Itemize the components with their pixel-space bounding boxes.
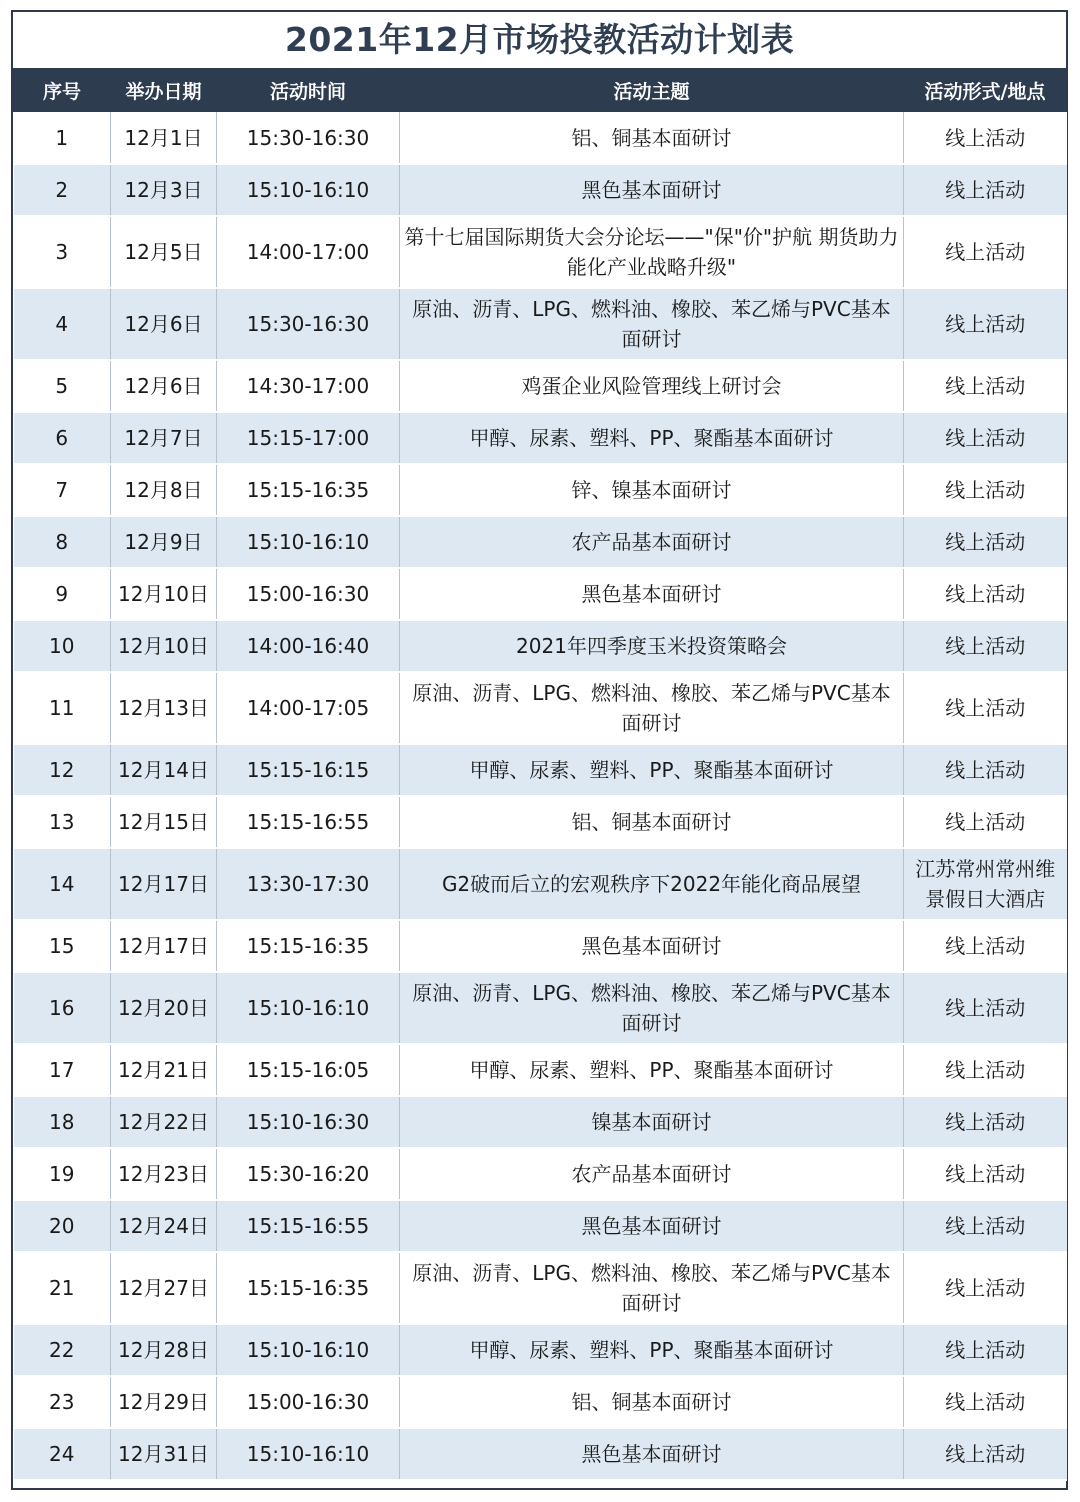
cell-time: 13:30-17:30: [217, 848, 400, 920]
cell-place: 线上活动: [904, 1324, 1067, 1376]
cell-time: 15:00-16:30: [217, 1376, 400, 1428]
header-no: 序号: [14, 68, 111, 112]
cell-no: 7: [14, 464, 111, 516]
table-row: [14, 412, 1067, 464]
cell-topic: 铝、铜基本面研讨: [400, 796, 904, 848]
cell-no: 11: [14, 672, 111, 744]
cell-date: 12月29日: [111, 1376, 217, 1428]
cell-no: 3: [14, 216, 111, 288]
table-row: [14, 672, 1067, 744]
cell-place: 线上活动: [904, 1252, 1067, 1324]
cell-no: 16: [14, 972, 111, 1044]
cell-place: 线上活动: [904, 360, 1067, 412]
cell-date: 12月22日: [111, 1096, 217, 1148]
cell-topic: 黑色基本面研讨: [400, 164, 904, 216]
header-place: 活动形式/地点: [904, 68, 1067, 112]
cell-place: 线上活动: [904, 112, 1067, 164]
table-row: [14, 464, 1067, 516]
cell-no: 19: [14, 1148, 111, 1200]
cell-date: 12月7日: [111, 412, 217, 464]
cell-time: 15:10-16:10: [217, 164, 400, 216]
cell-topic: 原油、沥青、LPG、燃料油、橡胶、苯乙烯与PVC基本面研讨: [400, 1252, 904, 1324]
cell-time: 15:15-16:35: [217, 920, 400, 972]
cell-date: 12月20日: [111, 972, 217, 1044]
table-body: [14, 112, 1067, 1480]
table-row: [14, 1428, 1067, 1480]
cell-date: 12月31日: [111, 1428, 217, 1480]
cell-place: 江苏常州常州维景假日大酒店: [904, 848, 1067, 920]
cell-date: 12月3日: [111, 164, 217, 216]
cell-no: 24: [14, 1428, 111, 1480]
cell-topic: 第十七届国际期货大会分论坛——"保"价"护航 期货助力能化产业战略升级": [400, 216, 904, 288]
cell-date: 12月5日: [111, 216, 217, 288]
cell-no: 20: [14, 1200, 111, 1252]
cell-time: 15:15-16:35: [217, 464, 400, 516]
cell-topic: 原油、沥青、LPG、燃料油、橡胶、苯乙烯与PVC基本面研讨: [400, 672, 904, 744]
table-row: [14, 288, 1067, 360]
table-row: [14, 112, 1067, 164]
cell-topic: 镍基本面研讨: [400, 1096, 904, 1148]
table-row: [14, 1148, 1067, 1200]
cell-date: 12月17日: [111, 848, 217, 920]
cell-place: 线上活动: [904, 164, 1067, 216]
table-row: [14, 972, 1067, 1044]
table-row: [14, 1200, 1067, 1252]
cell-no: 12: [14, 744, 111, 796]
cell-place: 线上活动: [904, 568, 1067, 620]
cell-time: 15:10-16:30: [217, 1096, 400, 1148]
table-row: [14, 744, 1067, 796]
cell-no: 5: [14, 360, 111, 412]
cell-place: 线上活动: [904, 1428, 1067, 1480]
cell-time: 15:10-16:10: [217, 1324, 400, 1376]
cell-time: 14:30-17:00: [217, 360, 400, 412]
cell-time: 15:15-17:00: [217, 412, 400, 464]
table-row: [14, 796, 1067, 848]
cell-time: 15:10-16:10: [217, 516, 400, 568]
cell-place: 线上活动: [904, 1096, 1067, 1148]
cell-date: 12月28日: [111, 1324, 217, 1376]
cell-topic: 黑色基本面研讨: [400, 1428, 904, 1480]
cell-topic: 甲醇、尿素、塑料、PP、聚酯基本面研讨: [400, 412, 904, 464]
cell-no: 2: [14, 164, 111, 216]
cell-date: 12月9日: [111, 516, 217, 568]
header-time: 活动时间: [217, 68, 400, 112]
cell-topic: 2021年四季度玉米投资策略会: [400, 620, 904, 672]
cell-date: 12月24日: [111, 1200, 217, 1252]
table-row: [14, 164, 1067, 216]
cell-date: 12月17日: [111, 920, 217, 972]
cell-place: 线上活动: [904, 1376, 1067, 1428]
cell-time: 15:15-16:55: [217, 1200, 400, 1252]
cell-place: 线上活动: [904, 972, 1067, 1044]
table-row: [14, 1096, 1067, 1148]
cell-no: 4: [14, 288, 111, 360]
cell-place: 线上活动: [904, 516, 1067, 568]
table-row: [14, 516, 1067, 568]
cell-place: 线上活动: [904, 1148, 1067, 1200]
cell-topic: 铝、铜基本面研讨: [400, 112, 904, 164]
cell-no: 21: [14, 1252, 111, 1324]
cell-time: 14:00-17:05: [217, 672, 400, 744]
cell-topic: 农产品基本面研讨: [400, 516, 904, 568]
cell-date: 12月6日: [111, 360, 217, 412]
cell-date: 12月10日: [111, 620, 217, 672]
cell-place: 线上活动: [904, 672, 1067, 744]
cell-date: 12月10日: [111, 568, 217, 620]
cell-place: 线上活动: [904, 464, 1067, 516]
cell-topic: 甲醇、尿素、塑料、PP、聚酯基本面研讨: [400, 744, 904, 796]
table-header: [14, 68, 1067, 112]
cell-topic: G2破而后立的宏观秩序下2022年能化商品展望: [400, 848, 904, 920]
cell-topic: 原油、沥青、LPG、燃料油、橡胶、苯乙烯与PVC基本面研讨: [400, 288, 904, 360]
cell-no: 6: [14, 412, 111, 464]
cell-no: 15: [14, 920, 111, 972]
cell-topic: 原油、沥青、LPG、燃料油、橡胶、苯乙烯与PVC基本面研讨: [400, 972, 904, 1044]
cell-time: 15:00-16:30: [217, 568, 400, 620]
cell-topic: 农产品基本面研讨: [400, 1148, 904, 1200]
cell-date: 12月27日: [111, 1252, 217, 1324]
cell-time: 14:00-17:00: [217, 216, 400, 288]
table-row: [14, 1252, 1067, 1324]
header-date: 举办日期: [111, 68, 217, 112]
cell-place: 线上活动: [904, 412, 1067, 464]
table-row: [14, 848, 1067, 920]
cell-time: 15:30-16:30: [217, 288, 400, 360]
cell-no: 9: [14, 568, 111, 620]
table-row: [14, 920, 1067, 972]
cell-place: 线上活动: [904, 744, 1067, 796]
cell-no: 23: [14, 1376, 111, 1428]
cell-place: 线上活动: [904, 288, 1067, 360]
schedule-document: [11, 10, 1068, 1490]
cell-no: 10: [14, 620, 111, 672]
table-row: [14, 360, 1067, 412]
table-row: [14, 568, 1067, 620]
cell-time: 15:30-16:20: [217, 1148, 400, 1200]
header-row: [14, 68, 1067, 112]
cell-place: 线上活动: [904, 920, 1067, 972]
cell-time: 15:15-16:05: [217, 1044, 400, 1096]
cell-topic: 黑色基本面研讨: [400, 920, 904, 972]
cell-date: 12月23日: [111, 1148, 217, 1200]
cell-topic: 黑色基本面研讨: [400, 568, 904, 620]
cell-place: 线上活动: [904, 216, 1067, 288]
cell-date: 12月21日: [111, 1044, 217, 1096]
cell-topic: 黑色基本面研讨: [400, 1200, 904, 1252]
cell-topic: 甲醇、尿素、塑料、PP、聚酯基本面研讨: [400, 1324, 904, 1376]
cell-time: 15:15-16:55: [217, 796, 400, 848]
schedule-table: [13, 68, 1067, 1481]
cell-place: 线上活动: [904, 1200, 1067, 1252]
table-row: [14, 1044, 1067, 1096]
cell-date: 12月6日: [111, 288, 217, 360]
cell-place: 线上活动: [904, 620, 1067, 672]
cell-date: 12月8日: [111, 464, 217, 516]
header-topic: 活动主题: [400, 68, 904, 112]
cell-time: 15:10-16:10: [217, 972, 400, 1044]
cell-place: 线上活动: [904, 796, 1067, 848]
cell-topic: 鸡蛋企业风险管理线上研讨会: [400, 360, 904, 412]
table-row: [14, 1376, 1067, 1428]
cell-no: 8: [14, 516, 111, 568]
cell-time: 15:10-16:10: [217, 1428, 400, 1480]
cell-date: 12月15日: [111, 796, 217, 848]
cell-place: 线上活动: [904, 1044, 1067, 1096]
cell-time: 15:15-16:15: [217, 744, 400, 796]
cell-no: 22: [14, 1324, 111, 1376]
cell-no: 1: [14, 112, 111, 164]
cell-no: 13: [14, 796, 111, 848]
cell-date: 12月13日: [111, 672, 217, 744]
cell-topic: 甲醇、尿素、塑料、PP、聚酯基本面研讨: [400, 1044, 904, 1096]
cell-topic: 铝、铜基本面研讨: [400, 1376, 904, 1428]
cell-no: 17: [14, 1044, 111, 1096]
table-row: [14, 216, 1067, 288]
cell-date: 12月1日: [111, 112, 217, 164]
table-row: [14, 1324, 1067, 1376]
document-title: 2021年12月市场投教活动计划表: [284, 20, 795, 59]
cell-topic: 锌、镍基本面研讨: [400, 464, 904, 516]
table-row: [14, 620, 1067, 672]
cell-time: 14:00-16:40: [217, 620, 400, 672]
cell-time: 15:30-16:30: [217, 112, 400, 164]
cell-no: 18: [14, 1096, 111, 1148]
cell-time: 15:15-16:35: [217, 1252, 400, 1324]
cell-date: 12月14日: [111, 744, 217, 796]
cell-no: 14: [14, 848, 111, 920]
